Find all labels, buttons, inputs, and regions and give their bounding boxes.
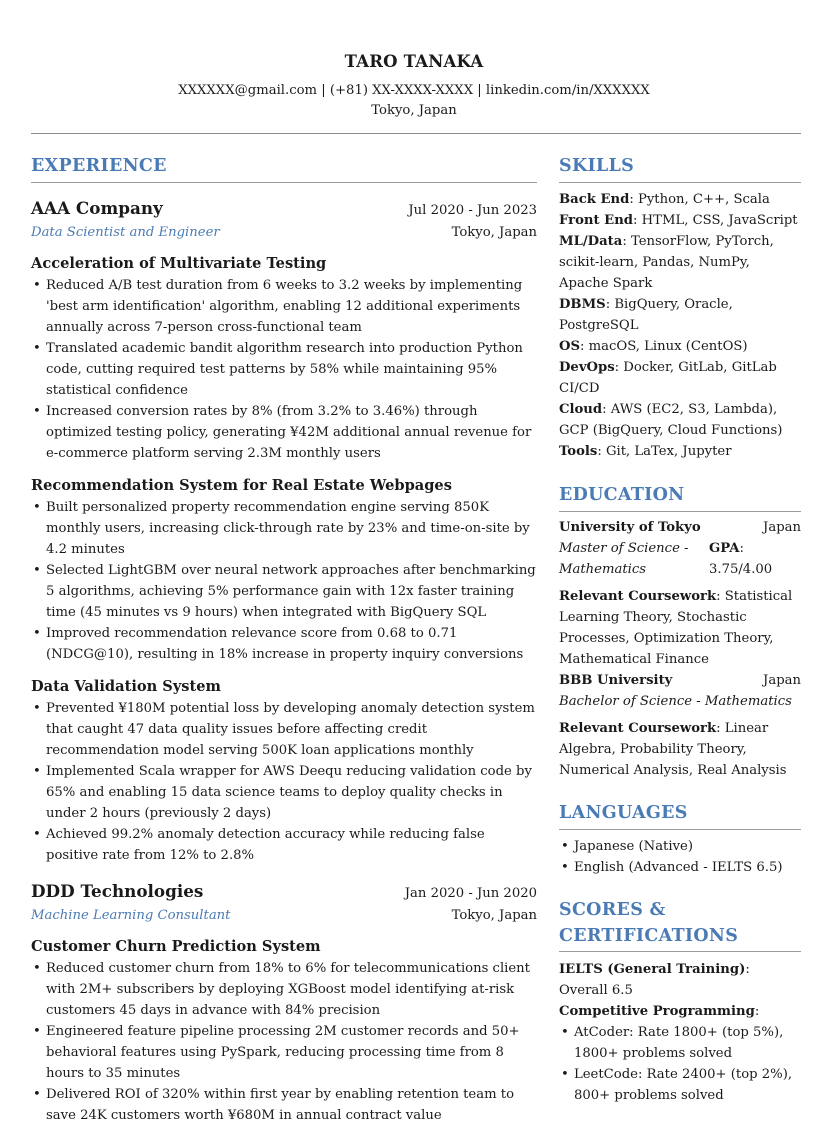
cp-label: Competitive Programming: [559, 1004, 755, 1019]
project-bullets: [31, 275, 537, 464]
bullet-item: • Engineered feature pipeline processing 2M customer records and 50+ behavioral features using PySpark, reducing processing time from 8 hours to 35 minutes: [31, 1021, 537, 1084]
bullet-item: • Prevented ¥180M potential loss by developing anomaly detection system that caught 47 data quality issues before affecting credit recommendation model serving 500K loan applications monthly: [31, 698, 537, 761]
skill-value: Docker, GitLab, GitLab CI/CD: [559, 360, 777, 396]
bullet-item: • Reduced customer churn from 18% to 6% for telecommunications client with 2M+ subscribers by deploying XGBoost model identifying at-risk customers 45 days in advance with 84% precision: [31, 958, 537, 1021]
job-dates: Jul 2020 - Jun 2023: [408, 203, 537, 218]
skill-label: DevOps: [559, 360, 615, 375]
school-name: BBB University: [559, 673, 673, 688]
skill-value: TensorFlow, PyTorch, scikit-learn, Pandas, NumPy, Apache Spark: [559, 234, 774, 291]
gpa: GPA: 3.75/4.00: [709, 541, 773, 577]
skill-row: Cloud: AWS (EC2, S3, Lambda), GCP (BigQuery, Cloud Functions): [559, 402, 783, 438]
skill-row: DBMS: BigQuery, Oracle, PostgreSQL: [559, 297, 733, 333]
scores-divider: [559, 951, 801, 952]
degree-row: [559, 538, 801, 580]
skill-row: OS: macOS, Linux (CentOS): [559, 339, 748, 354]
project-title: Customer Churn Prediction System: [31, 938, 321, 955]
languages-heading: LANGUAGES: [559, 803, 688, 823]
job-location: Tokyo, Japan: [451, 908, 537, 923]
education-divider: [559, 511, 801, 512]
bullet-item: • Implemented Scala wrapper for AWS Deequ reducing validation code by 65% and enabling 15 data science teams to deploy quality checks in under 2 hours (previously 2 days): [31, 761, 537, 824]
job-role: Machine Learning Consultant: [31, 908, 231, 923]
cp-row: Competitive Programming:: [559, 1004, 760, 1019]
cp-item: • LeetCode: Rate 2400+ (top 2%), 800+ problems solved: [559, 1064, 801, 1106]
skill-value: Git, LaTex, Jupyter: [605, 444, 732, 459]
skill-label: Back End: [559, 192, 630, 207]
skill-row: DevOps: Docker, GitLab, GitLab CI/CD: [559, 360, 777, 396]
project-bullets: [31, 497, 537, 665]
school-location: Japan: [763, 673, 801, 688]
header-divider: [31, 133, 801, 134]
bullet-item: • Reduced A/B test duration from 6 weeks to 3.2 weeks by implementing 'best arm identification' algorithm, enabling 12 additional experiments annually across 7-person cross-functional team: [31, 275, 537, 338]
skill-row: ML/Data: TensorFlow, PyTorch, scikit-learn, Pandas, NumPy, Apache Spark: [559, 234, 774, 291]
skill-label: ML/Data: [559, 234, 623, 249]
school-name: University of Tokyo: [559, 520, 701, 535]
coursework-label: Relevant Coursework: [559, 721, 717, 736]
coursework-value: Linear Algebra, Probability Theory, Numerical Analysis, Real Analysis: [559, 721, 787, 778]
skill-row: Back End: Python, C++, Scala: [559, 192, 770, 207]
job-location: Tokyo, Japan: [451, 225, 537, 240]
language-item: • Japanese (Native): [559, 836, 801, 857]
bullet-item: • Increased conversion rates by 8% (from 3.2% to 3.46%) through optimized testing policy, generating ¥42M additional annual revenue for e-commerce platform serving 2.3M monthly users: [31, 401, 537, 464]
coursework-value: Statistical Learning Theory, Stochastic Processes, Optimization Theory, Mathematical Finance: [559, 589, 793, 667]
bullet-item: • Built personalized property recommendation engine serving 850K monthly users, increasing click-through rate by 23% and time-on-site by 4.2 minutes: [31, 497, 537, 560]
education-heading: EDUCATION: [559, 485, 685, 505]
project-entry: [31, 475, 537, 665]
skill-row: Front End: HTML, CSS, JavaScript: [559, 213, 798, 228]
project-bullets: [31, 698, 537, 866]
cp-item: • AtCoder: Rate 1800+ (top 5%), 1800+ problems solved: [559, 1022, 801, 1064]
school-row: [559, 517, 801, 538]
degree-name: Master of Science - Mathematics: [559, 541, 689, 577]
skill-row: Tools: Git, LaTex, Jupyter: [559, 444, 732, 459]
bullet-item: • Improved recommendation relevance score from 0.68 to 0.71 (NDCG@10), resulting in 18% increase in property inquiry conversions: [31, 623, 537, 665]
job-role: Data Scientist and Engineer: [31, 225, 220, 240]
skills-heading: SKILLS: [559, 156, 635, 176]
project-title: Recommendation System for Real Estate Webpages: [31, 477, 452, 494]
experience-heading: EXPERIENCE: [31, 156, 167, 176]
skill-value: macOS, Linux (CentOS): [588, 339, 748, 354]
left-column: [31, 152, 537, 1126]
company-name: DDD Technologies: [31, 881, 204, 901]
skill-value: BigQuery, Oracle, PostgreSQL: [559, 297, 733, 333]
skill-label: Cloud: [559, 402, 603, 417]
contact-location: Tokyo, Japan: [371, 103, 457, 118]
project-entry: [31, 676, 537, 866]
candidate-name: TARO TANAKA: [344, 52, 484, 71]
school-location: Japan: [763, 520, 801, 535]
languages-divider: [559, 829, 801, 830]
education-list: [559, 517, 801, 781]
languages-list: [559, 836, 801, 878]
bullet-item: • Achieved 99.2% anomaly detection accuracy while reducing false positive rate from 12% to 2.8%: [31, 824, 537, 866]
project-entry: [31, 936, 537, 1126]
skills-divider: [559, 182, 801, 183]
project-entry: [31, 253, 537, 464]
job-dates: Jan 2020 - Jun 2020: [404, 886, 537, 901]
bullet-item: • Selected LightGBM over neural network approaches after benchmarking 5 algorithms, achieving 5% performance gain with 12x faster training time (45 minutes vs 9 hours) when integrated with BigQuery SQL: [31, 560, 537, 623]
project-bullets: [31, 958, 537, 1126]
skills-list: [559, 189, 801, 462]
ielts-row: IELTS (General Training): Overall 6.5: [559, 962, 750, 998]
scores-list: [559, 959, 801, 1106]
job-entry: [31, 877, 537, 1126]
ielts-label: IELTS (General Training): [559, 962, 746, 977]
skill-label: Tools: [559, 444, 598, 459]
skill-value: HTML, CSS, JavaScript: [641, 213, 798, 228]
skill-label: Front End: [559, 213, 634, 228]
skill-label: OS: [559, 339, 581, 354]
project-title: Data Validation System: [31, 678, 221, 695]
job-entry: [31, 194, 537, 866]
skill-value: Python, C++, Scala: [637, 192, 770, 207]
project-title: Acceleration of Multivariate Testing: [31, 255, 327, 272]
scores-heading: SCORES & CERTIFICATIONS: [559, 900, 739, 946]
language-item: • English (Advanced - IELTS 6.5): [559, 857, 801, 878]
ielts-value: Overall 6.5: [559, 983, 633, 998]
school-row: [559, 670, 801, 691]
right-column: [559, 152, 801, 1106]
experience-divider: [31, 182, 537, 183]
skill-value: AWS (EC2, S3, Lambda), GCP (BigQuery, Cloud Functions): [559, 402, 783, 438]
company-name: AAA Company: [31, 198, 163, 218]
bullet-item: • Translated academic bandit algorithm research into production Python code, cutting required test patterns by 58% while maintaining 95% statistical confidence: [31, 338, 537, 401]
degree-name: Bachelor of Science - Mathematics: [559, 694, 792, 709]
cp-list: [559, 1022, 801, 1106]
contact-line: XXXXXX@gmail.com | (+81) XX-XXXX-XXXX | linkedin.com/in/XXXXXX: [178, 83, 650, 98]
contact-block: [0, 81, 828, 121]
bullet-item: • Delivered ROI of 320% within first year by enabling retention team to save 24K customers worth ¥680M in annual contract value: [31, 1084, 537, 1126]
coursework-label: Relevant Coursework: [559, 589, 717, 604]
coursework: Relevant Coursework: Statistical Learning Theory, Stochastic Processes, Optimization Theory, Mathematical Finance: [559, 589, 793, 667]
coursework: Relevant Coursework: Linear Algebra, Probability Theory, Numerical Analysis, Real Analysis: [559, 721, 787, 778]
gpa-label: GPA: [709, 541, 740, 556]
gpa-value: 3.75/4.00: [709, 562, 773, 577]
skill-label: DBMS: [559, 297, 606, 312]
